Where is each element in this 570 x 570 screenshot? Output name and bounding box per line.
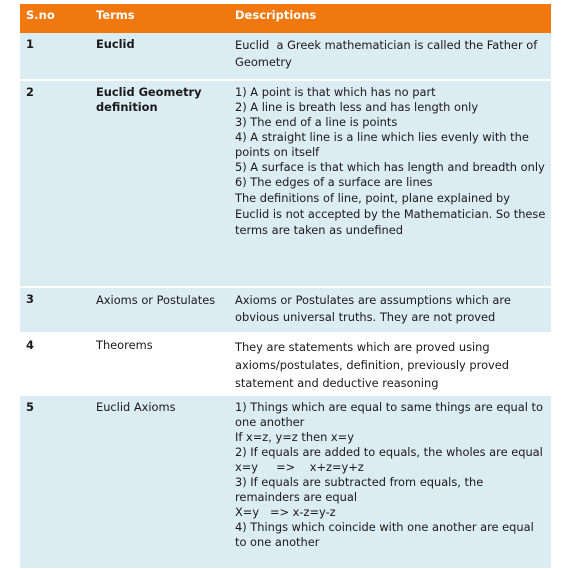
row-term: Euclid Geometry definition bbox=[96, 85, 202, 114]
description-line: 1) A point is that which has no part bbox=[235, 85, 436, 99]
table-row-3 bbox=[20, 288, 551, 334]
description-line: x=y => x+z=y+z bbox=[235, 460, 364, 474]
table-row-2 bbox=[20, 81, 551, 288]
row-term: Euclid Axioms bbox=[96, 400, 176, 414]
description-line: 3) If equals are subtracted from equals, the remainders are equal bbox=[235, 475, 487, 504]
description-line: 1) Things which are equal to same things are equal to one another bbox=[235, 400, 547, 429]
header-descriptions: Descriptions bbox=[235, 8, 317, 22]
row-number: 2 bbox=[26, 85, 34, 99]
table-row-5 bbox=[20, 396, 551, 570]
row-number: 5 bbox=[26, 400, 34, 414]
description-line: 6) The edges of a surface are lines bbox=[235, 175, 433, 189]
row-description bbox=[235, 400, 547, 550]
row-term: Euclid bbox=[96, 37, 135, 51]
row-description bbox=[235, 338, 547, 392]
header-sno: S.no bbox=[26, 8, 55, 22]
table-row-4 bbox=[20, 334, 551, 396]
terms-table bbox=[20, 4, 551, 570]
row-description bbox=[235, 37, 547, 71]
description-line: Axioms or Postulates are assumptions which are obvious universal truths. They are not proved bbox=[235, 293, 515, 324]
table-header bbox=[20, 4, 551, 33]
row-number: 3 bbox=[26, 292, 34, 306]
row-term: Axioms or Postulates bbox=[96, 293, 216, 307]
description-line: 2) If equals are added to equals, the wholes are equal bbox=[235, 445, 543, 459]
row-number: 1 bbox=[26, 37, 34, 51]
description-line: 5) A surface is that which has length and breadth only bbox=[235, 160, 545, 174]
row-number: 4 bbox=[26, 338, 34, 352]
row-description bbox=[235, 85, 547, 238]
table-row-1 bbox=[20, 33, 551, 81]
description-line: They are statements which are proved using axioms/postulates, definition, previously proved statement and deductive reasoning bbox=[235, 340, 513, 390]
header-terms: Terms bbox=[96, 8, 135, 22]
description-line: 4) Things which coincide with one another are equal to one another bbox=[235, 520, 538, 549]
description-line: If x=z, y=z then x=y bbox=[235, 430, 354, 444]
row-description bbox=[235, 292, 547, 326]
description-line: 2) A line is breath less and has length only bbox=[235, 100, 479, 114]
description-line: 4) A straight line is a line which lies evenly with the points on itself bbox=[235, 130, 533, 159]
row-term: Theorems bbox=[96, 338, 153, 352]
description-line: Euclid a Greek mathematician is called the Father of Geometry bbox=[235, 38, 541, 69]
description-line: 3) The end of a line is points bbox=[235, 115, 398, 129]
description-line: X=y => x-z=y-z bbox=[235, 505, 336, 519]
description-line: The definitions of line, point, plane explained by Euclid is not accepted by the Mathematician. So these terms are taken as undefined bbox=[235, 191, 549, 237]
